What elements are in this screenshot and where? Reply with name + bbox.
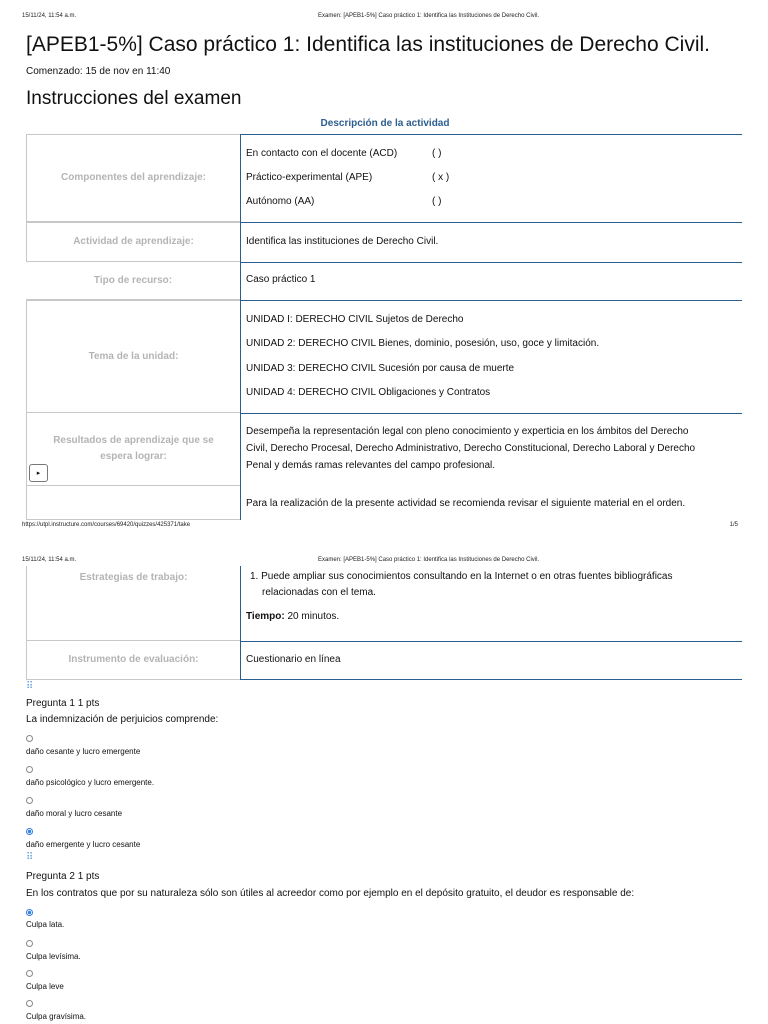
component-ape-mark: ( x ) xyxy=(432,172,450,183)
print-doc-title: Examen: [APEB1-5%] Caso práctico 1: Identifica las Instituciones de Derecho Civil. xyxy=(318,13,540,19)
resource-label: Tipo de recurso: xyxy=(26,262,240,300)
play-button[interactable]: ▸ xyxy=(29,464,48,482)
resource-value: Caso práctico 1 xyxy=(246,274,316,285)
themes-cell xyxy=(240,300,742,413)
instrument-value: Cuestionario en línea xyxy=(246,654,341,665)
strategy-item-1: 1. Puede ampliar sus conocimientos consultando en la Internet o en otras fuentes bibliográficas xyxy=(250,571,673,582)
theme-label: Tema de la unidad: xyxy=(26,300,240,413)
print-page: 1/5 xyxy=(729,522,738,528)
activity-cell xyxy=(240,222,742,262)
started-at: Comenzado: 15 de nov en 11:40 xyxy=(26,66,171,77)
exam-title: [APEB1-5%] Caso práctico 1: Identifica las instituciones de Derecho Civil. xyxy=(26,33,710,56)
row-strategy-intro xyxy=(26,486,742,520)
strategy-item-1b: relacionadas con el tema. xyxy=(262,587,376,598)
strategies-cell xyxy=(240,566,742,641)
time-value: 20 minutos. xyxy=(284,611,340,622)
drag-handle-icon-2[interactable]: ⠿ xyxy=(26,852,33,863)
theme-4: UNIDAD 4: DERECHO CIVIL Obligaciones y Contratos xyxy=(246,387,491,398)
question-2-header: Pregunta 2 1 pts xyxy=(26,871,100,882)
row-resource xyxy=(26,262,742,300)
q2-option-2-label[interactable]: Culpa levísima. xyxy=(26,952,81,961)
component-aa: Autónomo (AA) xyxy=(246,196,315,207)
strategy-intro: Para la realización de la presente actividad se recomienda revisar el siguiente material en el orden. xyxy=(246,498,686,509)
results-cell xyxy=(240,413,742,486)
components-label: Componentes del aprendizaje: xyxy=(26,134,240,222)
row-components xyxy=(26,134,742,222)
q1-option-3-label[interactable]: daño moral y lucro cesante xyxy=(26,809,123,818)
resource-cell xyxy=(240,262,742,300)
q2-option-3-radio[interactable] xyxy=(26,970,33,977)
print-url: https://utpl.instructure.com/courses/69420/quizzes/425371/take xyxy=(22,522,191,528)
results-line-1: Desempeña la representación legal con pleno conocimiento y experticia en los ámbitos del Derecho xyxy=(246,426,689,437)
instrument-label: Instrumento de evaluación: xyxy=(26,641,240,680)
q1-option-2-radio[interactable] xyxy=(26,766,33,773)
results-line-2: Civil, Derecho Procesal, Derecho Administrativo, Derecho Constitucional, Derecho Laboral y Derecho xyxy=(246,443,696,454)
strategy-label: Estrategias de trabajo: xyxy=(26,566,240,641)
print-date: 15/11/24, 11:54 a.m. xyxy=(22,13,77,19)
theme-2: UNIDAD 2: DERECHO CIVIL Bienes, dominio, posesión, uso, goce y limitación. xyxy=(246,338,600,349)
row-instrument xyxy=(26,641,742,680)
instructions-heading: Instrucciones del examen xyxy=(26,88,242,109)
time-line xyxy=(246,611,339,622)
q1-option-4-radio[interactable] xyxy=(26,828,33,835)
strategy-left-box xyxy=(26,486,240,520)
question-2-text: En los contratos que por su naturaleza sólo son útiles al acreedor como por ejemplo en el depósito gratuito, el deudor es responsable de: xyxy=(26,888,635,899)
theme-3: UNIDAD 3: DERECHO CIVIL Sucesión por causa de muerte xyxy=(246,363,515,374)
print-doc-title-2: Examen: [APEB1-5%] Caso práctico 1: Identifica las Instituciones de Derecho Civil. xyxy=(318,557,540,563)
activity-value: Identifica las instituciones de Derecho Civil. xyxy=(246,236,439,247)
print-date-2: 15/11/24, 11:54 a.m. xyxy=(22,557,77,563)
q2-option-4-radio[interactable] xyxy=(26,1000,33,1007)
q2-option-1-radio[interactable] xyxy=(26,909,33,916)
component-ape: Práctico-experimental (APE) xyxy=(246,172,373,183)
q2-option-1-label[interactable]: Culpa lata. xyxy=(26,920,65,929)
row-strategies xyxy=(26,566,742,641)
row-themes xyxy=(26,300,742,413)
row-activity xyxy=(26,222,742,262)
theme-1: UNIDAD I: DERECHO CIVIL Sujetos de Derecho xyxy=(246,314,464,325)
activity-label: Actividad de aprendizaje: xyxy=(26,222,240,262)
results-line-3: Penal y demás ramas relevantes del campo profesional. xyxy=(246,460,496,471)
component-acd: En contacto con el docente (ACD) xyxy=(246,148,398,159)
q2-option-2-radio[interactable] xyxy=(26,940,33,947)
results-label: Resultados de aprendizaje que se espera lograr: xyxy=(26,413,240,486)
q1-option-1-label[interactable]: daño cesante y lucro emergente xyxy=(26,747,141,756)
strategy-intro-cell xyxy=(240,486,742,520)
row-results xyxy=(26,413,742,486)
q1-option-4-label[interactable]: daño emergente y lucro cesante xyxy=(26,840,141,849)
table-header: Descripción de la actividad xyxy=(320,118,450,129)
component-acd-mark: ( ) xyxy=(432,148,442,159)
time-label: Tiempo: xyxy=(246,611,285,622)
q2-option-3-label[interactable]: Culpa leve xyxy=(26,982,64,991)
question-1-header: Pregunta 1 1 pts xyxy=(26,698,100,709)
q1-option-1-radio[interactable] xyxy=(26,735,33,742)
components-cell xyxy=(240,134,742,222)
component-aa-mark: ( ) xyxy=(432,196,442,207)
question-1-text: La indemnización de perjuicios comprende: xyxy=(26,714,219,725)
instrument-cell xyxy=(240,641,742,680)
drag-handle-icon[interactable]: ⠿ xyxy=(26,681,33,692)
q2-option-4-label[interactable]: Culpa gravísima. xyxy=(26,1012,87,1021)
q1-option-2-label[interactable]: daño psicológico y lucro emergente. xyxy=(26,778,155,787)
q1-option-3-radio[interactable] xyxy=(26,797,33,804)
